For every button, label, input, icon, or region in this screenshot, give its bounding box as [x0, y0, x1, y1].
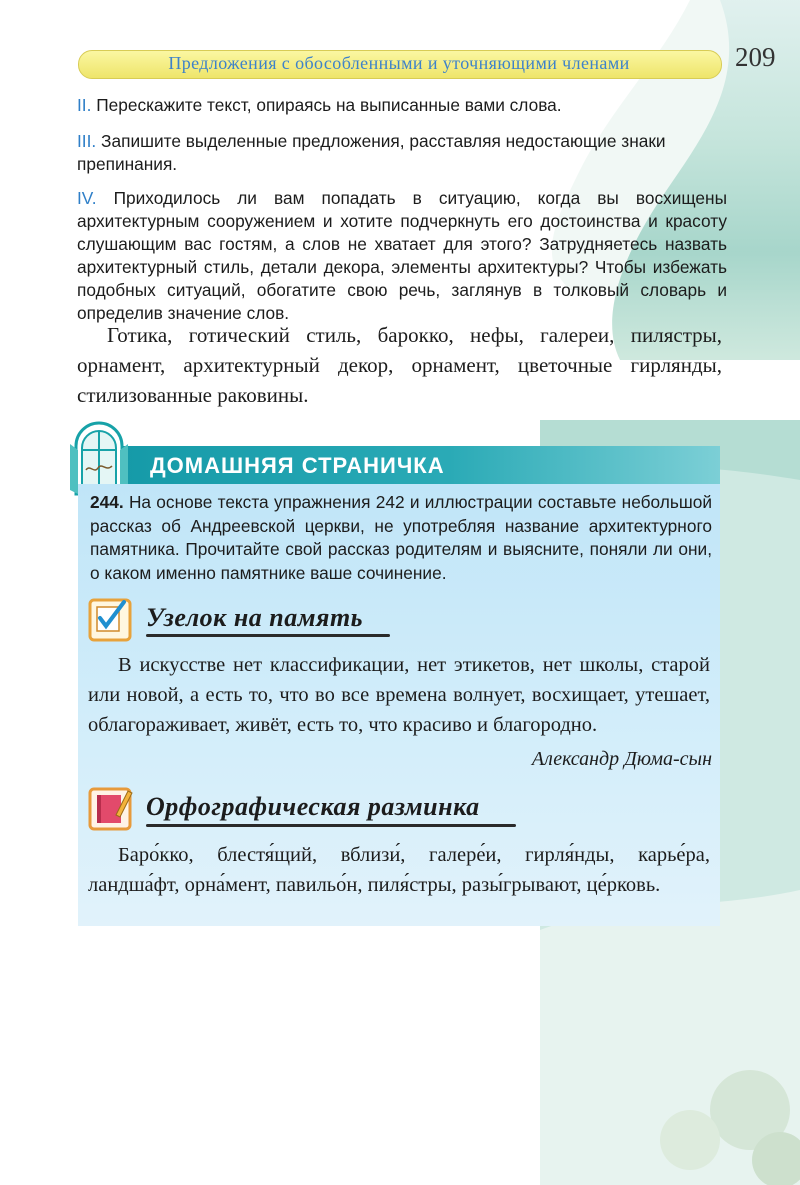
checkbox-note-icon: [88, 596, 134, 642]
memo-quote: В искусстве нет классификации, нет этикетов, нет школы, старой или новой, а есть то, что во все времена волнует, восхищает, утешает, облагораживает, живёт, есть то, что красиво и благородно.: [88, 654, 710, 736]
home-section-title: ДОМАШНЯЯ СТРАНИЧКА: [150, 453, 445, 478]
task-text: Запишите выделенные предложения, расставляя недостающие знаки препинания.: [77, 131, 666, 174]
chapter-title: Предложения с обособленными и уточняющими членами: [168, 53, 630, 73]
task-4: [77, 187, 727, 325]
exercise-text: На основе текста упражнения 242 и иллюстрации составьте небольшой рассказ об Андреевской церкви, не употребляя название архитектурного памятника. Прочитайте свой рассказ родителям и выясните, поняли ли они, о каком именно памятнике ваше сочинение.: [90, 492, 712, 583]
vocabulary-word-list: Готика, готический стиль, барокко, нефы, галереи, пилястры, орнамент, архитектурный декор, орнамент, цветочные гирлянды, стилизованные раковины.: [77, 323, 722, 407]
notebook-pencil-icon: [88, 785, 134, 831]
task-text: Перескажите текст, опираясь на выписанные вами слова.: [96, 95, 562, 115]
task-3: [77, 130, 727, 176]
spelling-word-list: Баро́кко, блестя́щий, вблизи́, галере́и, гирля́нды, карье́ра, ландша́фт, орна́мент, павильо́н, пиля́стры, разы́грывают, це́рковь.: [88, 844, 710, 896]
exercise-number: 244.: [90, 492, 124, 512]
spelling-title: Орфографическая разминка: [146, 792, 480, 821]
task-2: [77, 94, 727, 117]
quote-author: Александр Дюма-сын: [531, 748, 712, 770]
task-text: Приходилось ли вам попадать в ситуацию, когда вы восхищены архитектурным сооружением и хотите подчеркнуть его достоинства и красоту слушающим вас гостям, а слов не хватает для этого? Затрудняетесь назвать архитектурный стиль, детали декора, элементы архитектуры? Чтобы избежать подобных ситуаций, обогатите свою речь, заглянув в толковый словарь и определив значение слов.: [77, 188, 728, 323]
task-number: IV.: [77, 188, 97, 208]
exercise-244: [90, 491, 712, 585]
task-number: II.: [77, 95, 92, 115]
task-number: III.: [77, 131, 97, 151]
memo-title-underline: [146, 634, 390, 637]
page-number: 209: [735, 42, 776, 72]
spelling-title-underline: [146, 824, 516, 827]
memo-title: Узелок на память: [146, 603, 364, 632]
